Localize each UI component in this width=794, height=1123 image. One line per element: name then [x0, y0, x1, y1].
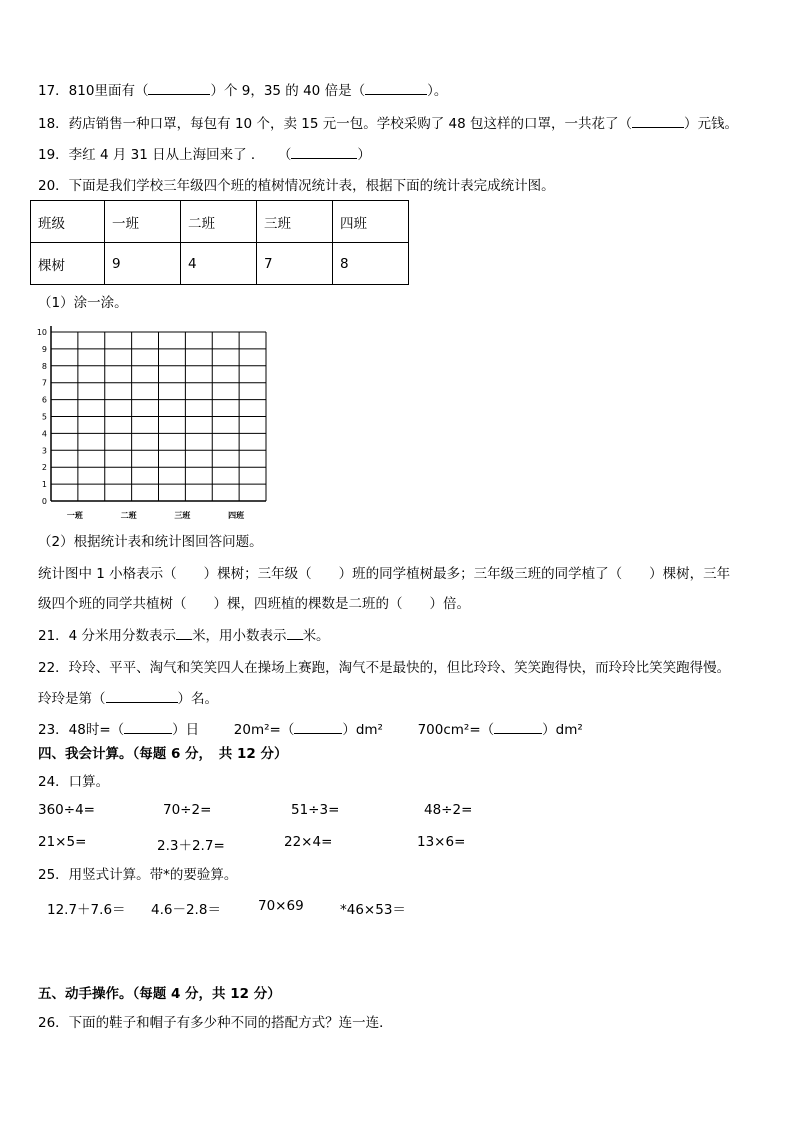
- table-cell: 棵树: [31, 243, 105, 285]
- answer-blank[interactable]: [494, 721, 542, 734]
- oral-calc-item: 21×5=: [38, 834, 87, 850]
- answer-blank[interactable]: [365, 82, 427, 95]
- answer-blank[interactable]: [124, 721, 172, 734]
- oral-calc-item: 22×4=: [284, 834, 333, 850]
- table-cell: 二班: [181, 201, 257, 243]
- oral-calc-item: 360÷4=: [38, 802, 95, 818]
- y-tick-label: 8: [41, 361, 47, 371]
- vertical-calc-item: 12.7＋7.6＝: [47, 902, 126, 918]
- statistics-table: [30, 200, 409, 285]
- question-23: 23．48时=（ ）日 20m²=（ ）dm² 700cm²=（ ）dm²: [38, 722, 583, 738]
- table-cell: 一班: [105, 201, 181, 243]
- oral-calc-item: 51÷3=: [291, 802, 340, 818]
- table-cell: 班级: [31, 201, 105, 243]
- question-17: 17．810里面有（ ）个 9，35 的 40 倍是（ ）。: [38, 83, 448, 99]
- vertical-calc-item: *46×53＝: [340, 902, 406, 918]
- y-tick-label: 9: [41, 344, 47, 354]
- answer-blank[interactable]: [632, 115, 684, 128]
- question-22: 22．玲玲、平平、淘气和笑笑四人在操场上赛跑，淘气不是最快的，但比玲玲、笑笑跑得快，而玲玲比笑笑跑得慢。: [38, 660, 731, 676]
- sub-question-2-line-2: 级四个班的同学共植树（ ）棵，四班植的棵数是二班的（ ）倍。: [38, 596, 470, 612]
- question-20: 20．下面是我们学校三年级四个班的植树情况统计表，根据下面的统计表完成统计图。: [38, 178, 555, 194]
- sub-question-2: （2）根据统计表和统计图回答问题。: [38, 534, 263, 550]
- question-26: 26．下面的鞋子和帽子有多少种不同的搭配方式？连一连．: [38, 1015, 393, 1031]
- vertical-calc-item: 70×69: [258, 898, 304, 914]
- answer-blank[interactable]: [287, 627, 303, 640]
- table-cell: 4: [181, 243, 257, 285]
- table-cell: 9: [105, 243, 181, 285]
- answer-blank[interactable]: [106, 690, 178, 703]
- table-cell: 7: [257, 243, 333, 285]
- question-24: 24．口算。: [38, 774, 110, 790]
- x-tick-label: 四班: [228, 511, 245, 520]
- section-heading-4: 四、我会计算。（每题 6 分， 共 12 分）: [38, 746, 288, 762]
- y-tick-label: 5: [41, 412, 47, 422]
- blank-bar-chart[interactable]: [30, 326, 275, 522]
- x-tick-label: 三班: [174, 511, 191, 520]
- table-cell: 8: [333, 243, 409, 285]
- answer-blank[interactable]: [176, 627, 192, 640]
- y-tick-label: 3: [41, 446, 47, 456]
- table-cell: 四班: [333, 201, 409, 243]
- table-row: [31, 243, 409, 285]
- y-tick-label: 6: [41, 395, 47, 405]
- y-tick-label: 0: [41, 497, 47, 506]
- answer-blank[interactable]: [291, 146, 357, 159]
- oral-calc-item: 48÷2=: [424, 802, 473, 818]
- oral-calc-item: 2.3＋2.7=: [157, 838, 225, 854]
- answer-blank[interactable]: [148, 82, 210, 95]
- y-tick-label: 7: [41, 378, 47, 388]
- x-tick-label: 二班: [120, 511, 137, 520]
- y-tick-label: 2: [41, 463, 47, 473]
- oral-calc-item: 13×6=: [417, 834, 466, 850]
- vertical-calc-item: 4.6－2.8＝: [151, 902, 221, 918]
- question-18: 18．药店销售一种口罩，每包有 10 个，卖 15 元一包。学校采购了 48 包这样的口罩，一共花了（ ）元钱。: [38, 116, 738, 132]
- question-21: 21．4 分米用分数表示 米，用小数表示 米。: [38, 628, 330, 644]
- table-row: [31, 201, 409, 243]
- answer-blank[interactable]: [294, 721, 342, 734]
- sub-question-2-line-1: 统计图中 1 小格表示（ ）棵树；三年级（ ）班的同学植树最多；三年级三班的同学植了（ ）棵树，三年: [38, 566, 731, 582]
- question-25: 25．用竖式计算。带*的要验算。: [38, 867, 238, 883]
- oral-calc-item: 70÷2=: [163, 802, 212, 818]
- sub-question-1: （1）涂一涂。: [38, 295, 128, 311]
- y-tick-label: 4: [41, 429, 47, 439]
- x-tick-label: 一班: [66, 511, 83, 520]
- y-tick-label: 1: [41, 480, 47, 490]
- y-tick-label: 10: [36, 328, 47, 337]
- table-cell: 三班: [257, 201, 333, 243]
- section-heading-5: 五、动手操作。（每题 4 分，共 12 分）: [38, 986, 281, 1002]
- question-22-answer: 玲玲是第（ ）名。: [38, 691, 218, 707]
- question-19: 19．李红 4 月 31 日从上海回来了 ． （ ）: [38, 147, 371, 163]
